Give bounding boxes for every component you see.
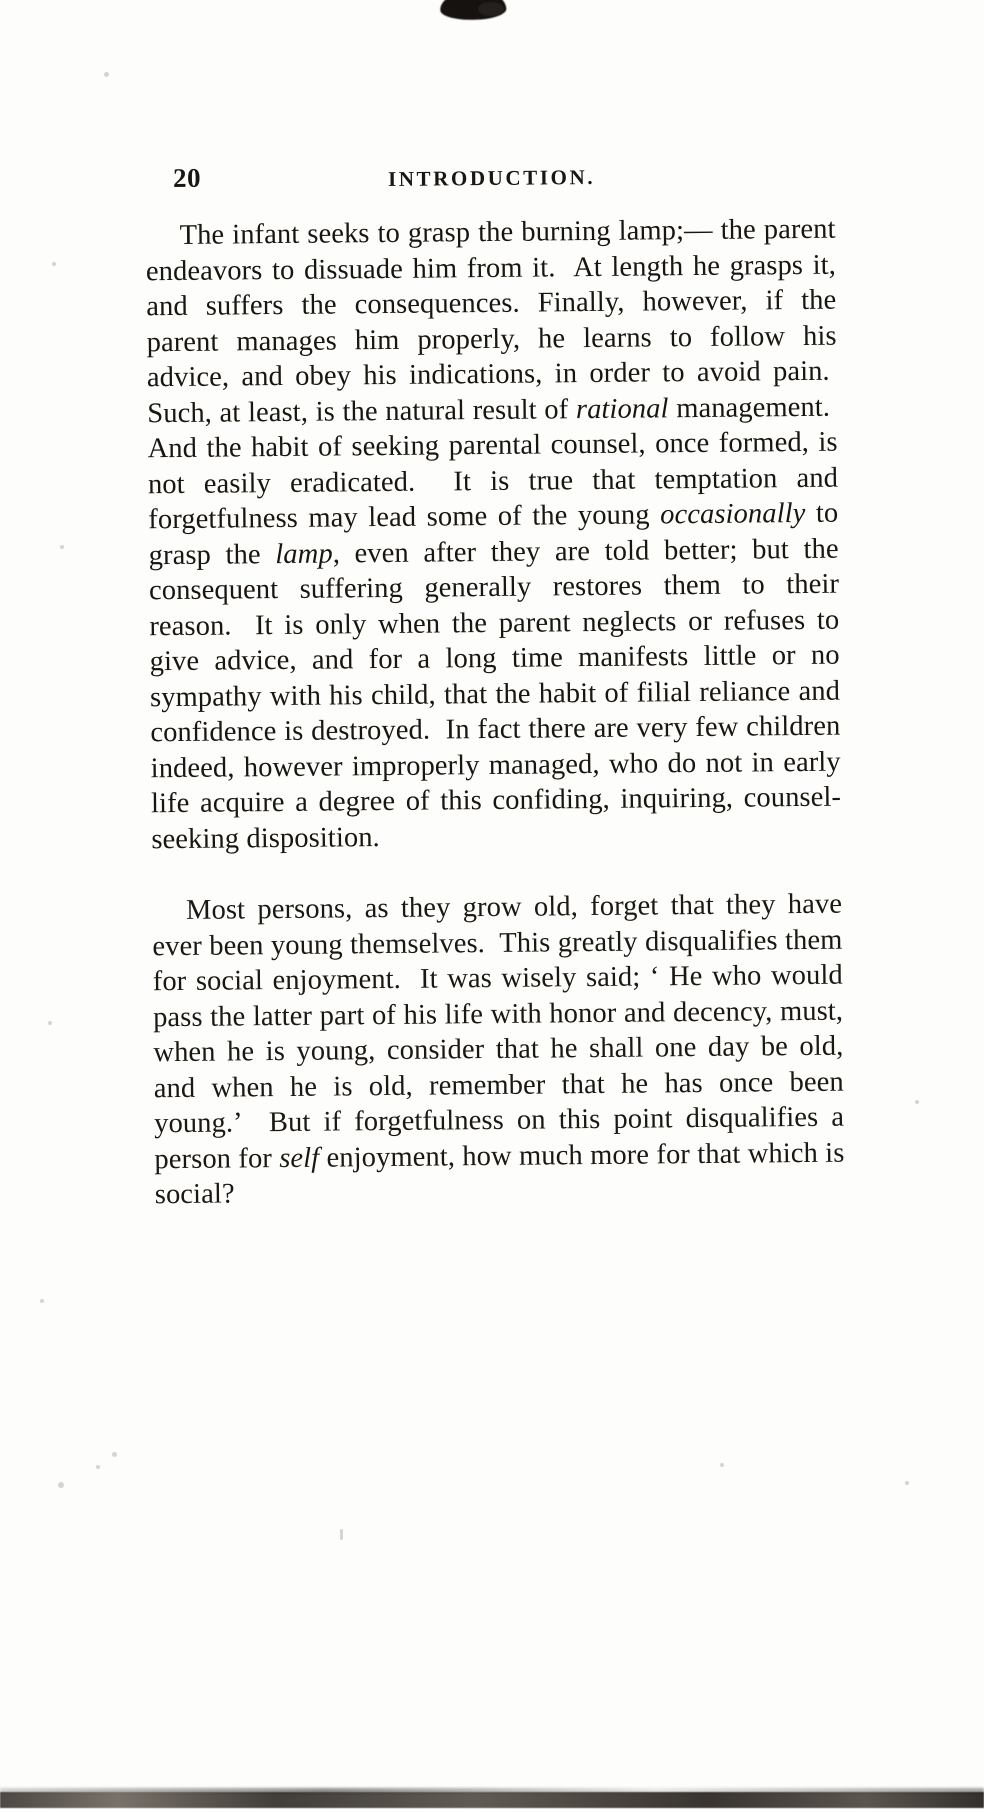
body-text: [145, 212, 845, 1213]
paragraph-2: Most persons, as they grow old, forget that they have ever been young themselves. This greatly disqualifies them for social enjoyment. It was wisely said; ‘ He who would pass the latter part of his life with honor and decency, must, when he is young, consider that he shall one day be old, and when he is old, remember that he has once been young.’ But if forgetfulness on this point disqualifies a person for self enjoyment, how much more for that which is social?: [152, 887, 845, 1213]
italic-occasionally: occasionally: [660, 498, 806, 530]
italic-self: self: [279, 1142, 319, 1173]
italic-lamp: lamp: [275, 538, 333, 570]
italic-rational: rational: [576, 393, 669, 425]
page-header: [173, 157, 813, 197]
paragraph-1: The infant seeks to grasp the burning lamp;— the parent endeavors to dissuade him from it. At length he grasps it, and suffers the consequences. Finally, however, if the parent manages him properly, he learns to follow his advice, and obey his indications, in order to avoid pain. Such, at least, is the natural result of rational management. And the habit of seeking parental counsel, once formed, is not easily eradicated. It is true that temptation and forgetfulness may lead some of the young occasionally to grasp the lamp, even after they are told better; but the consequent suffering generally restores them to their reason. It is only when the parent neglects or refuses to give advice, and for a long time manifests little or no sympathy with his child, that the habit of filial reliance and confidence is destroyed. In fact there are very few children indeed, however improperly managed, who do not in early life acquire a degree of this confiding, inquiring, counsel-seeking disposition.: [145, 212, 841, 858]
page-edge: [0, 1792, 984, 1808]
running-head: INTRODUCTION.: [388, 165, 595, 192]
page-number: 20: [173, 163, 201, 194]
